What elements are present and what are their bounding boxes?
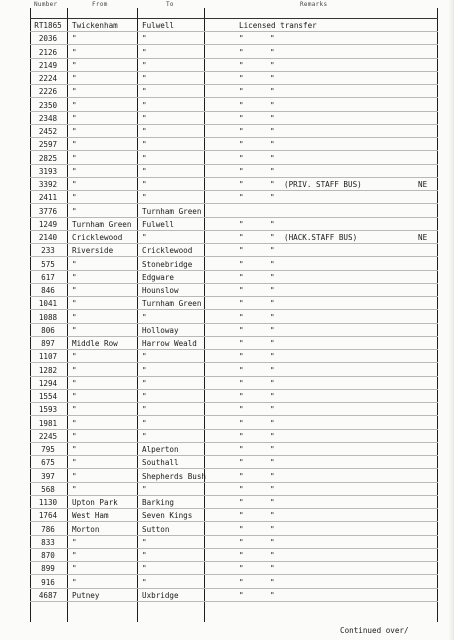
from-garage: " bbox=[72, 564, 77, 574]
transfer-type: " bbox=[239, 405, 244, 415]
from-garage: " bbox=[72, 551, 77, 560]
transfer-type: " bbox=[239, 590, 244, 600]
from-garage: " bbox=[72, 577, 77, 587]
from-garage: Middle Row bbox=[72, 339, 118, 348]
transfer-type: " bbox=[239, 153, 244, 163]
to-garage: " bbox=[142, 74, 147, 83]
transfer-ditto: " bbox=[270, 219, 275, 229]
to-garage: " bbox=[142, 34, 147, 44]
to-garage: " bbox=[142, 113, 147, 123]
from-garage: " bbox=[72, 392, 77, 401]
row-rule bbox=[30, 508, 438, 509]
to-garage: " bbox=[142, 392, 147, 401]
to-garage: " bbox=[142, 87, 147, 97]
vehicle-number: 916 bbox=[41, 577, 55, 587]
row-rule bbox=[30, 124, 438, 125]
to-garage: " bbox=[142, 140, 147, 150]
vehicle-number: 1088 bbox=[38, 312, 58, 322]
to-garage: " bbox=[142, 193, 147, 203]
transfer-ditto: " bbox=[270, 392, 275, 401]
row-rule bbox=[30, 203, 438, 204]
vehicle-number: 1130 bbox=[38, 498, 58, 507]
vehicle-number: RT1865 bbox=[34, 21, 62, 30]
vehicle-number: 575 bbox=[41, 259, 55, 269]
row-rule bbox=[30, 415, 438, 416]
continued-note: Continued over/ bbox=[340, 626, 409, 635]
vehicle-number: 1764 bbox=[38, 511, 58, 521]
row-rule bbox=[30, 296, 438, 297]
vehicle-number: 2036 bbox=[38, 34, 58, 44]
transfer-type: " bbox=[239, 484, 244, 494]
transfer-ditto: " bbox=[270, 325, 275, 335]
from-garage: " bbox=[72, 166, 77, 176]
vehicle-number: 2825 bbox=[38, 153, 58, 163]
header-remarks: Remarks bbox=[300, 1, 328, 8]
row-rule bbox=[30, 283, 438, 284]
transfer-type: " bbox=[239, 339, 244, 348]
row-rule bbox=[30, 111, 438, 112]
from-garage: " bbox=[72, 47, 77, 57]
row-code: NE bbox=[418, 233, 428, 242]
transfer-ditto: " bbox=[270, 286, 275, 295]
vehicle-number: 397 bbox=[41, 471, 55, 481]
transfer-type: " bbox=[239, 87, 244, 97]
vehicle-number: 1981 bbox=[38, 418, 58, 428]
from-garage: Riverside bbox=[72, 246, 114, 256]
transfer-ditto: " bbox=[270, 339, 275, 348]
transfer-type: " bbox=[239, 312, 244, 322]
to-garage: " bbox=[142, 180, 147, 189]
transfer-type: " bbox=[239, 233, 244, 242]
transfer-type: " bbox=[239, 100, 244, 110]
transfer-ditto: " bbox=[270, 551, 275, 560]
row-rule bbox=[30, 71, 438, 72]
transfer-ditto: " bbox=[270, 524, 275, 534]
row-rule bbox=[30, 482, 438, 483]
vehicle-number: 3392 bbox=[38, 180, 58, 189]
to-garage: Cricklewood bbox=[142, 246, 193, 256]
from-garage: " bbox=[72, 445, 77, 454]
header-to: To bbox=[166, 1, 174, 8]
vehicle-number: 870 bbox=[41, 551, 55, 560]
vehicle-number: 1107 bbox=[38, 352, 58, 362]
transfer-type: " bbox=[239, 431, 244, 441]
transfer-type: " bbox=[239, 551, 244, 560]
from-garage: " bbox=[72, 299, 77, 309]
from-garage: " bbox=[72, 153, 77, 163]
transfer-ditto: " bbox=[270, 100, 275, 110]
header-number: Number bbox=[34, 1, 58, 8]
row-rule bbox=[30, 429, 438, 430]
transfer-ditto: " bbox=[270, 60, 275, 70]
from-garage: " bbox=[72, 365, 77, 375]
vehicle-number: 1041 bbox=[38, 299, 58, 309]
vehicle-number: 899 bbox=[41, 564, 55, 574]
row-rule bbox=[30, 256, 438, 257]
to-garage: " bbox=[142, 153, 147, 163]
from-garage: " bbox=[72, 193, 77, 203]
transfer-ditto: " bbox=[270, 590, 275, 600]
row-rule bbox=[30, 31, 438, 32]
row-rule bbox=[30, 468, 438, 469]
transfer-type: " bbox=[239, 259, 244, 269]
transfer-ditto: " bbox=[270, 47, 275, 57]
to-garage: " bbox=[142, 405, 147, 415]
to-garage: " bbox=[142, 127, 147, 136]
transfer-type: " bbox=[239, 378, 244, 388]
transfer-ditto: " bbox=[270, 498, 275, 507]
from-garage: " bbox=[72, 60, 77, 70]
row-rule bbox=[30, 349, 438, 350]
row-rule bbox=[30, 548, 438, 549]
from-garage: " bbox=[72, 127, 77, 136]
vehicle-number: 2224 bbox=[38, 74, 58, 83]
from-garage: " bbox=[72, 272, 77, 282]
transfer-type: " bbox=[239, 219, 244, 229]
row-rule bbox=[30, 574, 438, 575]
from-garage: " bbox=[72, 180, 77, 189]
transfer-type: " bbox=[239, 392, 244, 401]
transfer-type: " bbox=[239, 74, 244, 83]
from-garage: " bbox=[72, 312, 77, 322]
transfer-type: " bbox=[239, 180, 244, 189]
transfer-type: Licensed transfer bbox=[239, 21, 317, 30]
transfer-type: " bbox=[239, 445, 244, 454]
transfer-ditto: " bbox=[270, 166, 275, 176]
vehicle-number: 2597 bbox=[38, 140, 58, 150]
from-garage: Twickenham bbox=[72, 21, 118, 30]
transfer-ditto: " bbox=[270, 378, 275, 388]
to-garage: Stonebridge bbox=[142, 259, 193, 269]
transfer-type: " bbox=[239, 564, 244, 574]
vehicle-number: 1554 bbox=[38, 392, 58, 401]
transfer-ditto: " bbox=[270, 140, 275, 150]
to-garage: Seven Kings bbox=[142, 511, 193, 521]
to-garage: " bbox=[142, 233, 147, 242]
transfer-type: " bbox=[239, 537, 244, 547]
row-rule bbox=[30, 323, 438, 324]
to-garage: " bbox=[142, 100, 147, 110]
from-garage: " bbox=[72, 431, 77, 441]
row-rule bbox=[30, 97, 438, 98]
transfer-ditto: " bbox=[270, 418, 275, 428]
transfer-ditto: " bbox=[270, 564, 275, 574]
row-rule bbox=[30, 243, 438, 244]
vehicle-number: 675 bbox=[41, 458, 55, 468]
to-garage: Turnham Green bbox=[142, 206, 202, 216]
row-code: NE bbox=[418, 180, 428, 189]
to-garage: " bbox=[142, 577, 147, 587]
from-garage: Upton Park bbox=[72, 498, 118, 507]
to-garage: " bbox=[142, 378, 147, 388]
vehicle-number: 2126 bbox=[38, 47, 58, 57]
row-rule bbox=[30, 336, 438, 337]
from-garage: " bbox=[72, 206, 77, 216]
row-rule bbox=[30, 44, 438, 45]
transfer-ditto: " bbox=[270, 34, 275, 44]
vehicle-number: 806 bbox=[41, 325, 55, 335]
from-garage: Turnham Green bbox=[72, 219, 132, 229]
row-rule bbox=[30, 84, 438, 85]
vehicle-number: 2348 bbox=[38, 113, 58, 123]
to-garage: " bbox=[142, 537, 147, 547]
to-garage: Holloway bbox=[142, 325, 179, 335]
row-rule bbox=[30, 535, 438, 536]
to-garage: Barking bbox=[142, 498, 175, 507]
vehicle-number: 2226 bbox=[38, 87, 58, 97]
from-garage: Morton bbox=[72, 524, 100, 534]
to-garage: Sutton bbox=[142, 524, 170, 534]
vehicle-number: 1282 bbox=[38, 365, 58, 375]
transfer-ditto: " bbox=[270, 484, 275, 494]
transfer-ditto: " bbox=[270, 180, 275, 189]
transfer-type: " bbox=[239, 34, 244, 44]
transfer-ditto: " bbox=[270, 272, 275, 282]
vehicle-number: 2140 bbox=[38, 233, 58, 242]
transfer-ditto: " bbox=[270, 511, 275, 521]
transfer-type: " bbox=[239, 60, 244, 70]
row-rule bbox=[30, 164, 438, 165]
transfer-type: " bbox=[239, 511, 244, 521]
transfer-ditto: " bbox=[270, 74, 275, 83]
transfer-type: " bbox=[239, 299, 244, 309]
vehicle-number: 795 bbox=[41, 445, 55, 454]
transfer-ditto: " bbox=[270, 577, 275, 587]
transfer-type: " bbox=[239, 325, 244, 335]
row-rule bbox=[30, 270, 438, 271]
row-rule bbox=[30, 177, 438, 178]
from-garage: West Ham bbox=[72, 511, 109, 521]
transfer-ditto: " bbox=[270, 352, 275, 362]
to-garage: Shepherds Bush bbox=[142, 471, 207, 481]
transfer-type: " bbox=[239, 498, 244, 507]
row-rule bbox=[30, 601, 438, 602]
vehicle-number: 2452 bbox=[38, 127, 58, 136]
from-garage: " bbox=[72, 259, 77, 269]
to-garage: " bbox=[142, 431, 147, 441]
to-garage: " bbox=[142, 484, 147, 494]
vehicle-number: 786 bbox=[41, 524, 55, 534]
from-garage: " bbox=[72, 471, 77, 481]
transfer-type: " bbox=[239, 272, 244, 282]
from-garage: " bbox=[72, 113, 77, 123]
vehicle-number: 2411 bbox=[38, 193, 58, 203]
transfer-ditto: " bbox=[270, 458, 275, 468]
to-garage: Edgware bbox=[142, 272, 175, 282]
transfer-type: " bbox=[239, 47, 244, 57]
transfer-type: " bbox=[239, 577, 244, 587]
row-rule bbox=[30, 561, 438, 562]
transfer-ditto: " bbox=[270, 471, 275, 481]
from-garage: Cricklewood bbox=[72, 233, 123, 242]
row-rule bbox=[30, 521, 438, 522]
to-garage: " bbox=[142, 166, 147, 176]
from-garage: " bbox=[72, 286, 77, 295]
to-garage: " bbox=[142, 564, 147, 574]
to-garage: " bbox=[142, 352, 147, 362]
to-garage: Harrow Weald bbox=[142, 339, 197, 348]
row-rule bbox=[30, 190, 438, 191]
transfer-type: " bbox=[239, 140, 244, 150]
from-garage: " bbox=[72, 352, 77, 362]
transfer-ditto: " bbox=[270, 246, 275, 256]
transfer-ditto: " bbox=[270, 431, 275, 441]
vehicle-number: 233 bbox=[41, 246, 55, 256]
transfer-type: " bbox=[239, 352, 244, 362]
transfer-ditto: " bbox=[270, 405, 275, 415]
to-garage: Fulwell bbox=[142, 219, 175, 229]
vehicle-number: 1593 bbox=[38, 405, 58, 415]
row-rule bbox=[30, 58, 438, 59]
vehicle-number: 617 bbox=[41, 272, 55, 282]
transfer-ditto: " bbox=[270, 299, 275, 309]
to-garage: " bbox=[142, 312, 147, 322]
vehicle-number: 1294 bbox=[38, 378, 58, 388]
from-garage: " bbox=[72, 378, 77, 388]
transfer-ditto: " bbox=[270, 445, 275, 454]
from-garage: " bbox=[72, 484, 77, 494]
vehicle-number: 568 bbox=[41, 484, 55, 494]
transfer-ditto: " bbox=[270, 193, 275, 203]
row-rule bbox=[30, 362, 438, 363]
transfer-type: " bbox=[239, 418, 244, 428]
vehicle-number: 2350 bbox=[38, 100, 58, 110]
transfer-type: " bbox=[239, 471, 244, 481]
to-garage: Fulwell bbox=[142, 21, 175, 30]
from-garage: " bbox=[72, 74, 77, 83]
to-garage: Turnham Green bbox=[142, 299, 202, 309]
transfer-type: " bbox=[239, 365, 244, 375]
header-rule bbox=[30, 18, 438, 19]
transfer-ditto: " bbox=[270, 365, 275, 375]
to-garage: " bbox=[142, 418, 147, 428]
transfer-type: " bbox=[239, 524, 244, 534]
row-rule bbox=[30, 442, 438, 443]
from-garage: Putney bbox=[72, 590, 100, 600]
row-rule bbox=[30, 588, 438, 589]
vehicle-number: 2245 bbox=[38, 431, 58, 441]
row-note: (PRIV. STAFF BUS) bbox=[284, 180, 362, 189]
to-garage: " bbox=[142, 60, 147, 70]
row-rule bbox=[30, 402, 438, 403]
vehicle-number: 2149 bbox=[38, 60, 58, 70]
to-garage: Southall bbox=[142, 458, 179, 468]
transfer-ditto: " bbox=[270, 312, 275, 322]
header-from: From bbox=[92, 1, 108, 8]
to-garage: Hounslow bbox=[142, 286, 179, 295]
to-garage: " bbox=[142, 47, 147, 57]
transfer-ditto: " bbox=[270, 259, 275, 269]
row-rule bbox=[30, 389, 438, 390]
from-garage: " bbox=[72, 405, 77, 415]
transfer-type: " bbox=[239, 193, 244, 203]
from-garage: " bbox=[72, 537, 77, 547]
transfer-type: " bbox=[239, 113, 244, 123]
to-garage: " bbox=[142, 365, 147, 375]
page-edge-shadow bbox=[448, 0, 454, 640]
vehicle-number: 3776 bbox=[38, 206, 58, 216]
transfer-type: " bbox=[239, 166, 244, 176]
row-rule bbox=[30, 455, 438, 456]
row-rule bbox=[30, 309, 438, 310]
vehicle-number: 4687 bbox=[38, 590, 58, 600]
vehicle-number: 897 bbox=[41, 339, 55, 348]
from-garage: " bbox=[72, 458, 77, 468]
to-garage: Uxbridge bbox=[142, 590, 179, 600]
transfer-type: " bbox=[239, 286, 244, 295]
from-garage: " bbox=[72, 100, 77, 110]
row-rule bbox=[30, 376, 438, 377]
transfer-ditto: " bbox=[270, 87, 275, 97]
transfer-ditto: " bbox=[270, 537, 275, 547]
transfer-type: " bbox=[239, 458, 244, 468]
column-header-row bbox=[0, 0, 454, 10]
transfer-ditto: " bbox=[270, 153, 275, 163]
transfer-type: " bbox=[239, 246, 244, 256]
transfer-ditto: " bbox=[270, 113, 275, 123]
row-rule bbox=[30, 495, 438, 496]
row-rule bbox=[30, 137, 438, 138]
row-note: (HACK.STAFF BUS) bbox=[284, 233, 358, 242]
from-garage: " bbox=[72, 140, 77, 150]
row-rule bbox=[30, 217, 438, 218]
from-garage: " bbox=[72, 34, 77, 44]
from-garage: " bbox=[72, 418, 77, 428]
to-garage: " bbox=[142, 551, 147, 560]
transfer-ditto: " bbox=[270, 127, 275, 136]
vehicle-number: 846 bbox=[41, 286, 55, 295]
vehicle-number: 1249 bbox=[38, 219, 58, 229]
transfer-type: " bbox=[239, 127, 244, 136]
vehicle-number: 833 bbox=[41, 537, 55, 547]
to-garage: Alperton bbox=[142, 445, 179, 454]
from-garage: " bbox=[72, 87, 77, 97]
row-rule bbox=[30, 150, 438, 151]
transfer-ditto: " bbox=[270, 233, 275, 242]
from-garage: " bbox=[72, 325, 77, 335]
vehicle-number: 3193 bbox=[38, 166, 58, 176]
row-rule bbox=[30, 230, 438, 231]
